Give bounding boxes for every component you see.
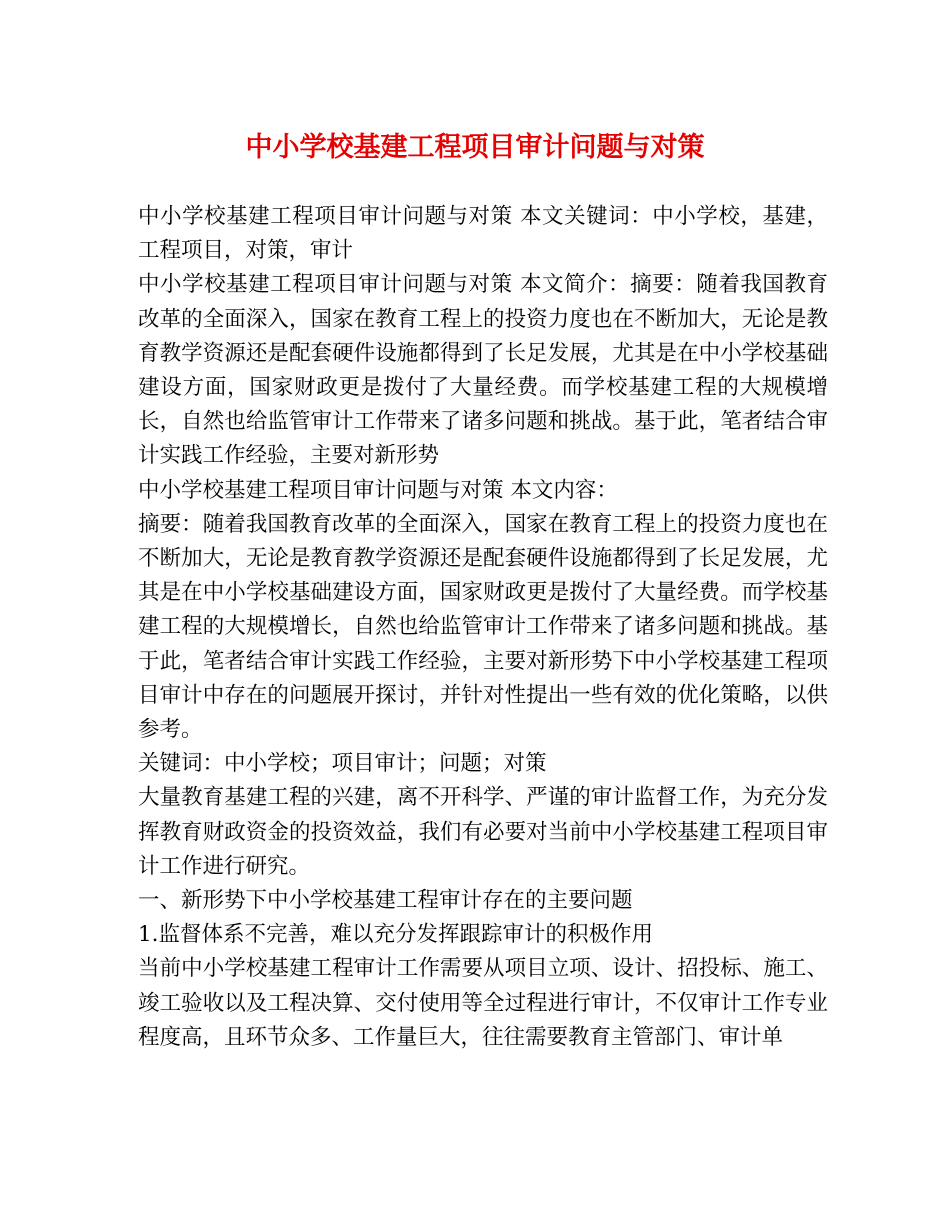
subsection-heading-1-1: 1.监督体系不完善，难以充分发挥跟踪审计的积极作用 [138, 922, 654, 948]
paragraph-keywords-intro: 中小学校基建工程项目审计问题与对策 本文关键词：中小学校，基建，工程项目，对策，审计 [138, 204, 828, 264]
paragraph-keywords: 关键词：中小学校；项目审计；问题；对策 [138, 751, 547, 777]
paragraph-introduction: 大量教育基建工程的兴建，离不开科学、严谨的审计监督工作，为充分发挥教育财政资金的投资效益，我们有必要对当前中小学校基建工程项目审计工作进行研究。 [138, 785, 828, 879]
paragraph-summary-intro: 中小学校基建工程项目审计问题与对策 本文简介：摘要：随着我国教育改革的全面深入，国家在教育工程上的投资力度也在不断加大，无论是教育教学资源还是配套硬件设施都得到了长足发展，尤其是在中小学校基础建设方面，国家财政更是拨付了大量经费。而学校基建工程的大规模增长，自然也给监管审计工作带来了诸多问题和挑战。基于此，笔者结合审计实践工作经验，主要对新形势 [138, 272, 828, 469]
document-title: 中小学校基建工程项目审计问题与对策 [245, 132, 705, 163]
document-body [138, 200, 828, 1055]
paragraph-content-heading: 中小学校基建工程项目审计问题与对策 本文内容： [138, 477, 618, 503]
section-heading-1: 一、新形势下中小学校基建工程审计存在的主要问题 [138, 888, 633, 914]
paragraph-section-1-1: 当前中小学校基建工程审计工作需要从项目立项、设计、招投标、施工、竣工验收以及工程决算、交付使用等全过程进行审计，不仅审计工作专业程度高，且环节众多、工作量巨大，往往需要教育主管部门、审计单 [138, 956, 828, 1050]
paragraph-abstract: 摘要：随着我国教育改革的全面深入，国家在教育工程上的投资力度也在不断加大，无论是教育教学资源还是配套硬件设施都得到了长足发展，尤其是在中小学校基础建设方面，国家财政更是拨付了大量经费。而学校基建工程的大规模增长，自然也给监管审计工作带来了诸多问题和挑战。基于此，笔者结合审计实践工作经验，主要对新形势下中小学校基建工程项目审计中存在的问题展开探讨，并针对性提出一些有效的优化策略，以供参考。 [138, 511, 828, 743]
